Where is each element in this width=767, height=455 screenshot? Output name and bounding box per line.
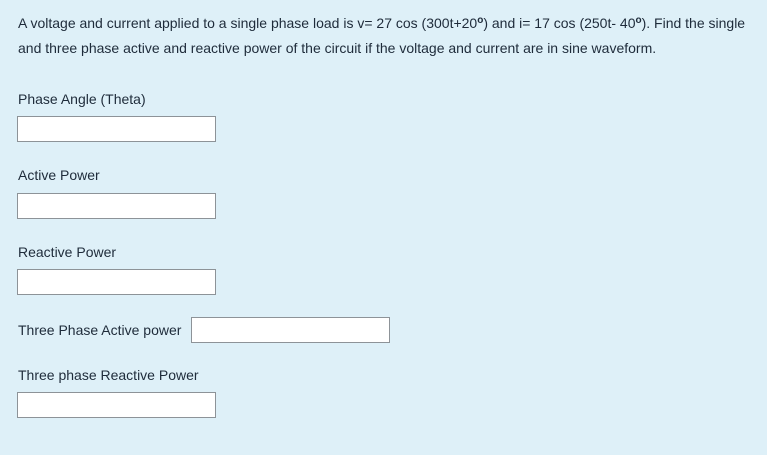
phase-angle-input[interactable] [17, 116, 216, 142]
active-power-input[interactable] [17, 193, 216, 219]
three-phase-active-power-label: Three Phase Active power [18, 322, 182, 338]
three-phase-reactive-power-label: Three phase Reactive Power [18, 367, 199, 383]
question-text-part-1: A voltage and current applied to a single phase load is v= 27 cos (300t+20 [18, 15, 478, 31]
three-phase-active-power-input[interactable] [191, 317, 390, 343]
reactive-power-label: Reactive Power [18, 244, 117, 260]
reactive-power-input[interactable] [17, 269, 216, 295]
phase-angle-label: Phase Angle (Theta) [18, 91, 146, 107]
three-phase-reactive-power-input[interactable] [17, 392, 216, 418]
degree-symbol: o [477, 15, 484, 26]
question-text-part-3: ). Find the single and three phase active and reactive power of the circuit if the voltage and current are in sine waveform. [18, 15, 746, 56]
question-text-part-2: ) and i= 17 cos (250t- 40 [483, 15, 636, 31]
active-power-label: Active Power [18, 167, 100, 183]
question-text [18, 12, 758, 60]
question-container [18, 12, 758, 60]
degree-symbol: o [635, 15, 642, 26]
